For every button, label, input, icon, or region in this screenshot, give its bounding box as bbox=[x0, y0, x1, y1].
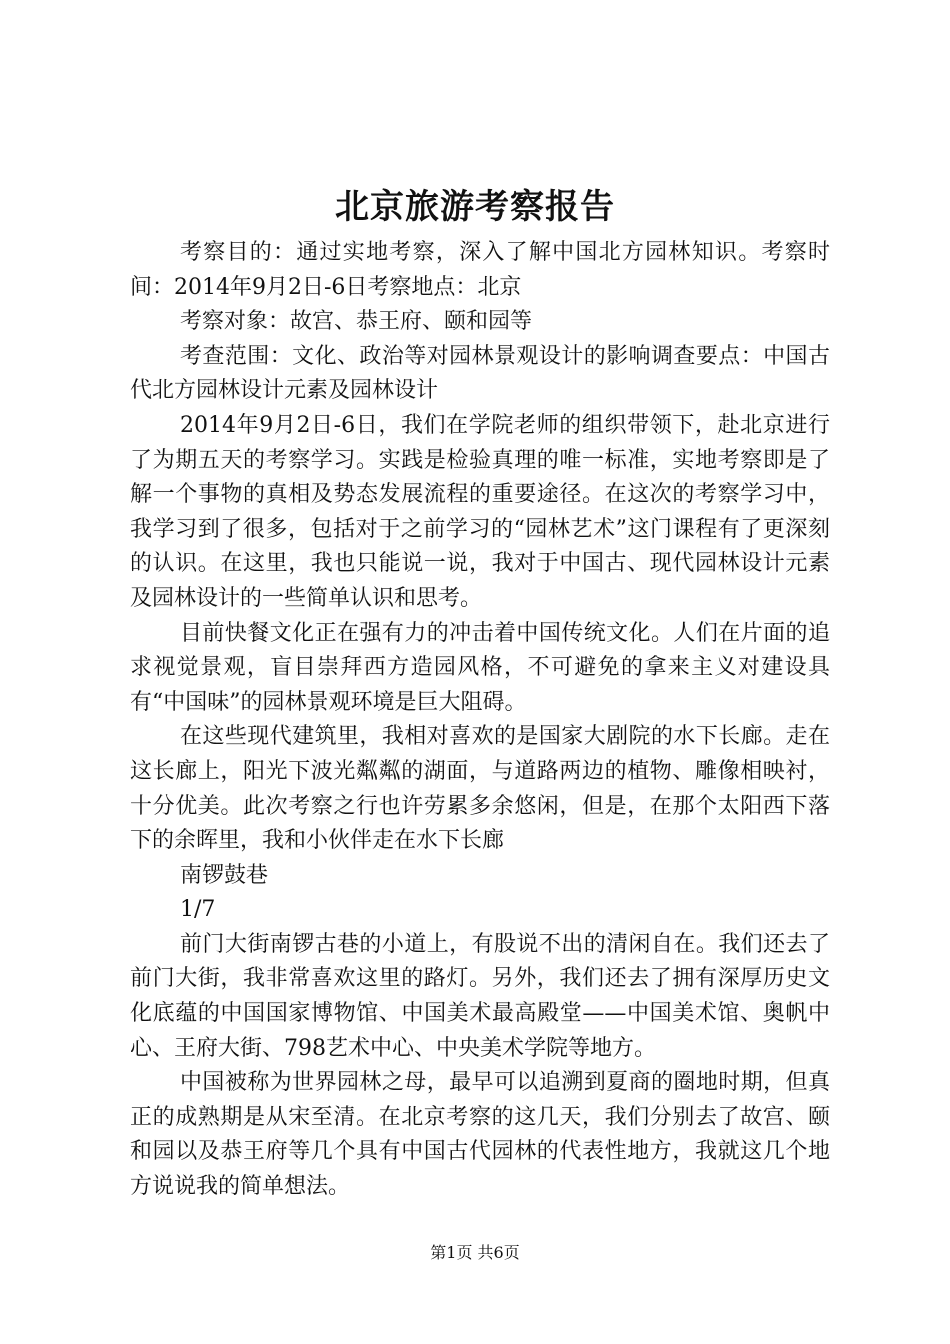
paragraph-scope: 考查范围：文化、政治等对园林景观设计的影响调查要点：中国古代北方园林设计元素及园林设计 bbox=[130, 343, 830, 404]
paragraph-page-marker: 1/7 bbox=[180, 897, 216, 923]
paragraph-garden-history: 中国被称为世界园林之母，最早可以追溯到夏商的圈地时期，但真正的成熟期是从宋至清。在北京考察的这几天，我们分别去了故宫、颐和园以及恭王府等几个具有中国古代园林的代表性地方，我就这几个地方说说我的简单想法。 bbox=[130, 1070, 830, 1200]
paragraph-intro: 2014年9月2日-6日，我们在学院老师的组织带领下，赴北京进行了为期五天的考察学习。实践是检验真理的唯一标准，实地考察即是了解一个事物的真相及势态发展流程的重要途径。在这次的考察学习中，我学习到了很多，包括对于之前学习的“园林艺术”这门课程有了更深刻的认识。在这里，我也只能说一说，我对于中国古、现代园林设计元素及园林设计的一些简单认识和思考。 bbox=[130, 412, 830, 611]
paragraph-purpose: 考察目的：通过实地考察，深入了解中国北方园林知识。考察时间：2014年9月2日-6日考察地点：北京 bbox=[130, 240, 830, 300]
paragraph-modern-architecture: 在这些现代建筑里，我相对喜欢的是国家大剧院的水下长廊。走在这长廊上，阳光下波光粼粼的湖面，与道路两边的植物、雕像相映衬，十分优美。此次考察之行也许劳累多余悠闲，但是，在那个太阳西下落下的余晖里，我和小伙伴走在水下长廊 bbox=[130, 724, 830, 854]
document-body bbox=[130, 236, 830, 1205]
page-footer: 第1页 共6页 bbox=[430, 1243, 520, 1262]
paragraph-nanluoguxiang: 南锣鼓巷 bbox=[180, 862, 269, 888]
document-title: 北京旅游考察报告 bbox=[335, 187, 615, 227]
paragraph-qianmen: 前门大街南锣古巷的小道上，有股说不出的清闲自在。我们还去了前门大街，我非常喜欢这里的路灯。另外，我们还去了拥有深厚历史文化底蕴的中国国家博物馆、中国美术最高殿堂——中国美术馆、奥帆中心、王府大街、798艺术中心、中央美术学院等地方。 bbox=[130, 931, 830, 1061]
paragraph-objects: 考察对象：故宫、恭王府、颐和园等 bbox=[180, 309, 533, 335]
paragraph-fastfood-culture: 目前快餐文化正在强有力的冲击着中国传统文化。人们在片面的追求视觉景观，盲目崇拜西方造园风格，不可避免的拿来主义对建设具有“中国味”的园林景观环境是巨大阻碍。 bbox=[130, 620, 830, 715]
